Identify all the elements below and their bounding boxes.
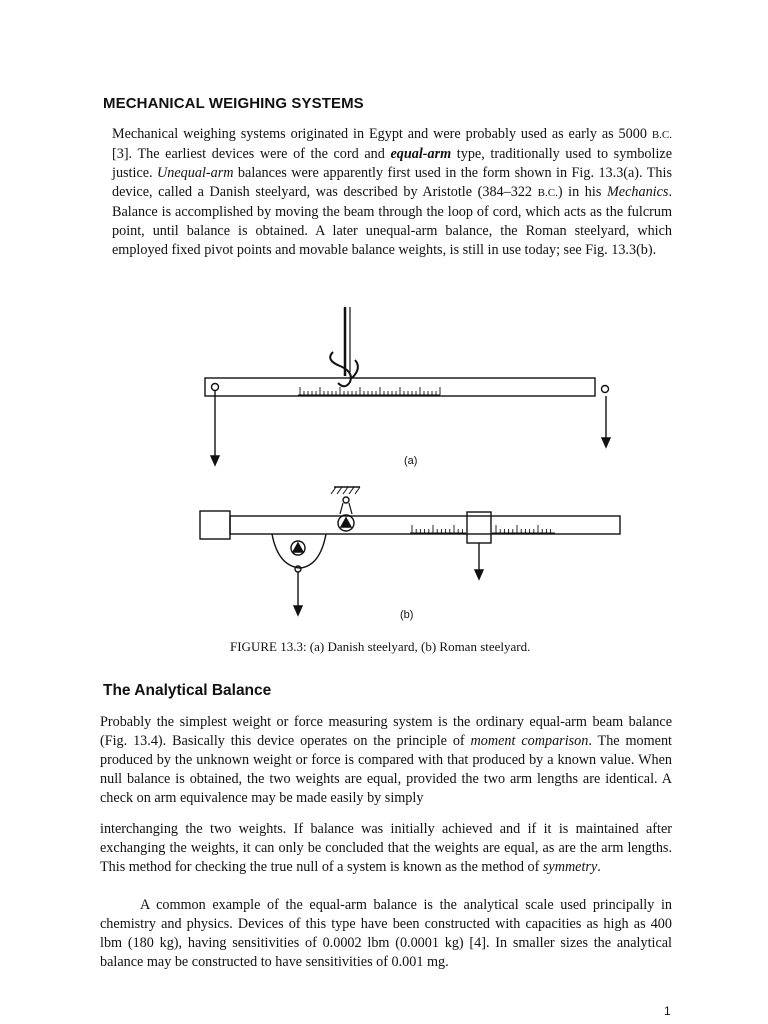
text-run: . — [597, 859, 601, 875]
left-hook-eye — [212, 384, 219, 391]
emphasis-mechanics: Mechanics — [606, 184, 669, 200]
text-run: balances were apparently first used in the form shown in Fig. 13.3(a). This device, called a Danish steelyard, was described by Aristotle (384–322 — [112, 165, 672, 200]
text-run: . The moment produced by the unknown weight or force is compared with that produced by a known value. When null balance is obtained, the two weights are equal, provided the two arm lengths are identical. A check on arm equivalence may be made easily by simply — [100, 733, 672, 806]
emphasis-moment-comparison: moment comparison — [470, 733, 589, 749]
paragraph-analytical-scale: A common example of the equal-arm balance is the analytical scale used principally in chemistry and physics. Devices of this type have been constructed with capacities as high as 400 lbm (180 kg), having sensitivities of 0.0002 lbm (0.0001 kg) [4]. In smaller sizes the analytical balance may be constructed to have sensitivities of 0.001 mg. — [100, 897, 672, 970]
roman-steelyard-diagram — [200, 487, 620, 615]
poise-load-arrow — [475, 570, 483, 579]
emphasis-unequal-arm: Unequal-arm — [157, 165, 234, 181]
main-pivot-fulcrum — [341, 518, 351, 527]
paragraph-analytical-balance — [100, 713, 672, 808]
left-load-arrow — [211, 456, 219, 465]
text-run: ) in his — [557, 184, 607, 200]
load-pivot-fulcrum — [293, 543, 303, 552]
paragraph-symmetry — [100, 820, 672, 877]
right-hook-eye — [602, 386, 609, 393]
era-abbrev: B.C. — [651, 129, 672, 141]
page-number: 1 — [664, 1004, 671, 1018]
text-run: Probably the simplest weight or force measuring system is the ordinary equal-arm beam balance (Fig. 13.4). Basically this device operates on the principle of — [100, 714, 672, 749]
danish-scale-ticks — [300, 387, 440, 395]
text-run: . Balance is accomplished by moving the beam through the loop of cord, which acts as the fulcrum point, until balance is obtained. A later unequal-arm balance, the Roman steelyard, which employed fixed pivot points and movable balance weights, is still in use today; see Fig. 13.3(b). — [112, 184, 672, 258]
section-heading-analytical-balance: The Analytical Balance — [103, 682, 272, 699]
era-abbrev: B.C. — [537, 187, 558, 199]
top-pivot-eye — [343, 497, 349, 503]
text-run: [3]. The earliest devices were of the cord and — [112, 146, 391, 162]
section-heading-mechanical-weighing: MECHANICAL WEIGHING SYSTEMS — [103, 95, 364, 112]
emphasis-equal-arm: equal-arm — [390, 146, 452, 162]
text-run: Mechanical weighing systems originated in Egypt and were probably used as early as 5000 — [112, 126, 652, 142]
load-arrow — [294, 606, 302, 615]
figure-label-a: (a) — [404, 455, 418, 467]
counterweight-block — [200, 511, 230, 539]
hanger-link — [340, 503, 352, 514]
figure-label-b: (b) — [400, 609, 414, 621]
danish-steelyard-diagram — [205, 307, 610, 465]
emphasis-symmetry: symmetry — [542, 859, 598, 875]
roman-scale-ticks — [412, 525, 551, 533]
right-load-arrow — [602, 438, 610, 447]
cord-loop — [330, 352, 351, 386]
load-hook-eye — [295, 566, 301, 572]
text-run: type, traditionally used to symbolize justice. — [112, 146, 672, 181]
text-run: interchanging the two weights. If balance was initially achieved and if it is maintained after exchanging the weights, it can only be concluded that the weights are equal, as are the arm lengths. This method for checking the true null of a system is known as the method of — [100, 821, 672, 875]
figure-caption: FIGURE 13.3: (a) Danish steelyard, (b) Roman steelyard. — [230, 639, 531, 654]
